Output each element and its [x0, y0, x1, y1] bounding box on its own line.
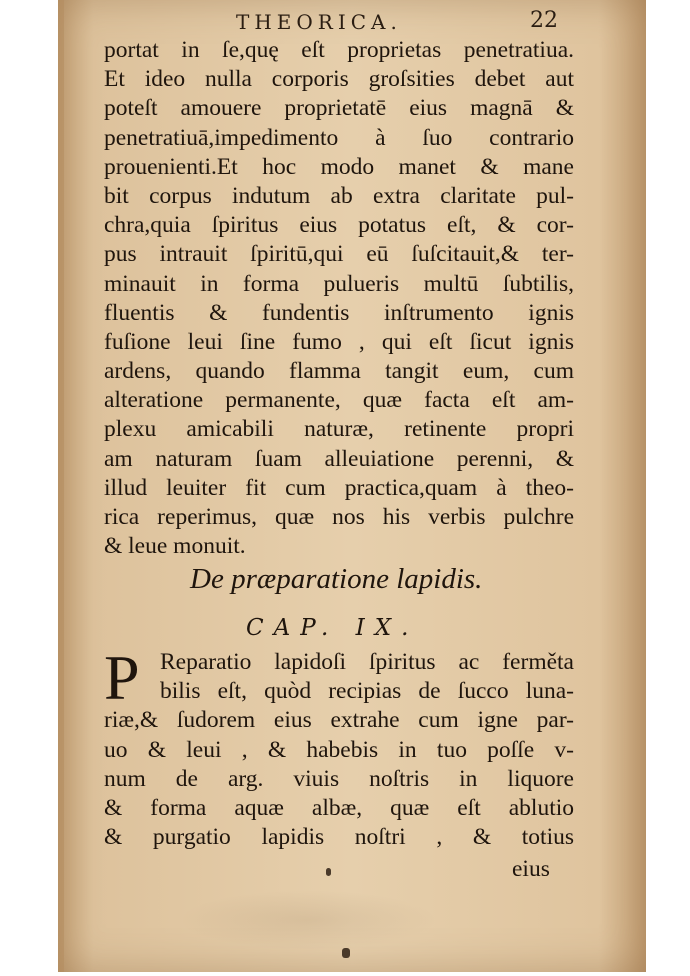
- chapter-text-line: riæ,& ſudorem eius extrahe cum igne par-: [104, 707, 574, 734]
- text-line: minauit in forma pulueris multū ſubtilis,: [104, 270, 574, 297]
- catchword: eius: [512, 856, 550, 882]
- text-line: penetratiuā,impedimento à ſuo contrario: [104, 124, 574, 151]
- text-line: chra,quia ſpiritus eius potatus eſt, & cor-: [104, 212, 574, 239]
- text-line: alteratione permanente, quæ facta eſt am-: [104, 387, 574, 414]
- text-line: ardens, quando flamma tangit eum, cum: [104, 358, 574, 385]
- running-head: THEORICA.: [236, 10, 402, 34]
- text-line: poteſt amouere proprietatē eius magnā &: [104, 95, 574, 122]
- body-text-block: [104, 36, 574, 561]
- page-header: [58, 6, 646, 36]
- text-line: prouenienti.Et hoc modo manet & mane: [104, 153, 574, 180]
- text-line: bit corpus indutum ab extra claritate pul-: [104, 182, 574, 209]
- page-gutter-edge: [58, 0, 64, 972]
- text-line: plexu amicabili naturæ, retinente propri: [104, 416, 574, 443]
- text-line: pus intrauit ſpiritū,qui eū ſuſcitauit,& ter-: [104, 241, 574, 268]
- text-line: portat in ſe,quę eſt proprietas penetratiua.: [104, 37, 574, 63]
- text-line: Et ideo nulla corporis groſsities debet aut: [104, 66, 574, 93]
- folio-number: 22: [530, 8, 558, 33]
- drop-cap: P: [104, 642, 140, 713]
- chapter-text-line: Reparatio lapidoſi ſpiritus ac ferměta: [160, 649, 574, 675]
- chapter-text-block: [104, 642, 574, 852]
- text-line: am naturam ſuam alleuiatione perenni, &: [104, 445, 574, 472]
- text-line: illud leuiter fit cum practica,quam à theo-: [104, 474, 574, 501]
- chapter-text-line: & forma aquæ albæ, quæ eſt ablutio: [104, 794, 574, 821]
- chapter-text-line: num de arg. viuis noſtris in liquore: [104, 765, 574, 792]
- text-line: rica reperimus, quæ nos his verbis pulchre: [104, 504, 574, 530]
- ink-speck: [342, 948, 350, 958]
- text-line: & leue monuit.: [104, 533, 246, 560]
- chapter-number: CAP. IX.: [246, 615, 419, 641]
- book-page: [58, 0, 646, 972]
- chapter-text-line: uo & leui , & habebis in tuo poſſe v-: [104, 736, 574, 763]
- show-through-stain: [178, 890, 438, 950]
- chapter-text-line: & purgatio lapidis noſtri , & totius: [104, 824, 574, 851]
- chapter-text-line: bilis eſt, quòd recipias de ſucco luna-: [160, 678, 574, 705]
- text-line: fuſione leui ſine fumo , qui eſt ſicut ignis: [104, 328, 574, 355]
- chapter-title: De præparatione lapidis.: [190, 563, 483, 595]
- ink-speck: [326, 868, 331, 876]
- text-line: fluentis & fundentis inſtrumento ignis: [104, 299, 574, 326]
